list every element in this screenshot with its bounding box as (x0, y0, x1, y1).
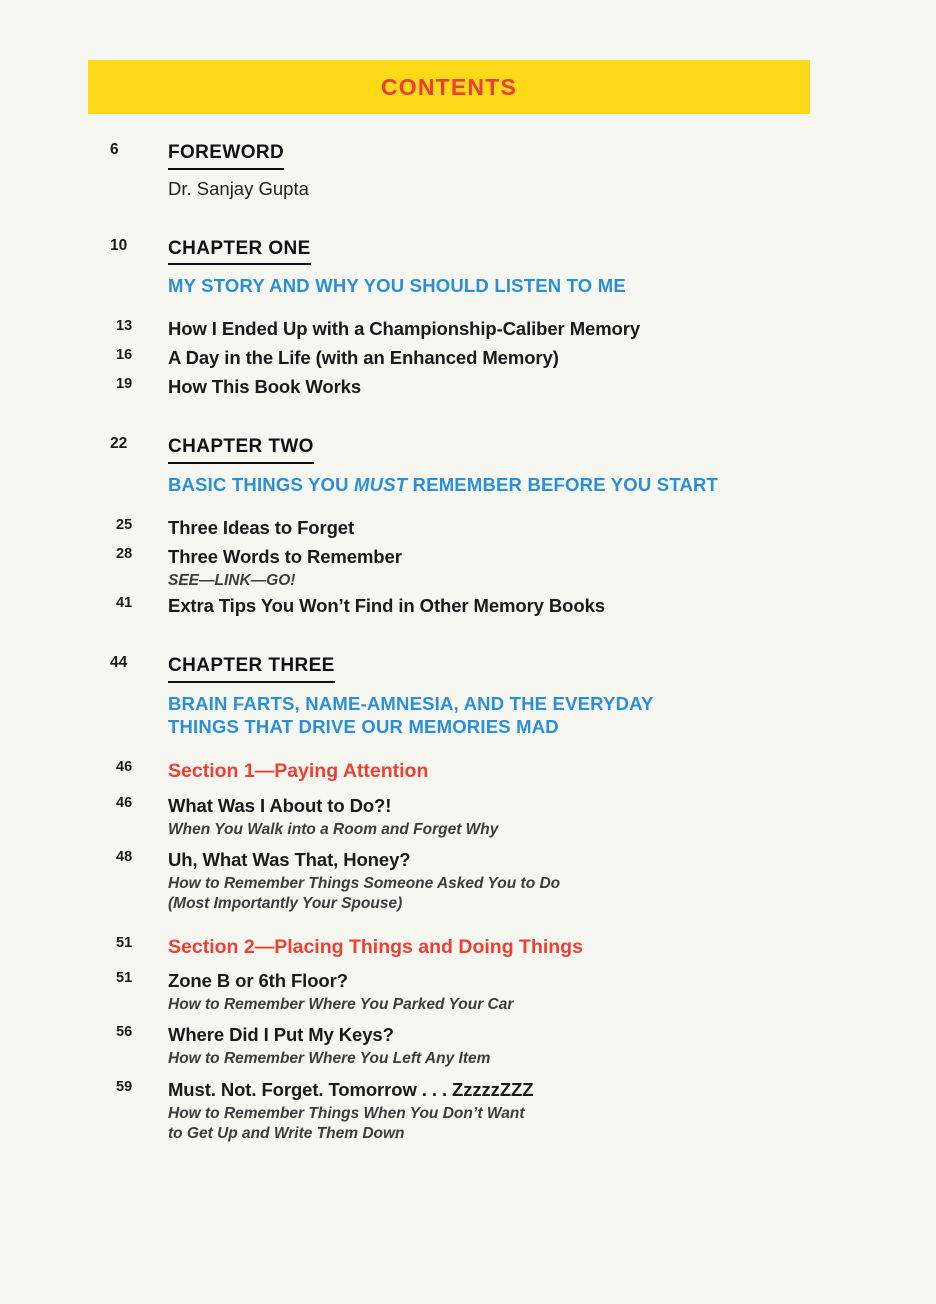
toc-subentry[interactable] (88, 969, 828, 1014)
entry-subtitle-line-1: How to Remember Things Someone Asked You to Do (168, 874, 561, 892)
foreword-author: Dr. Sanjay Gupta (168, 177, 309, 199)
toc-entry-foreword[interactable] (88, 140, 828, 202)
toc-subentry[interactable] (88, 594, 828, 619)
page-number: 51 (116, 934, 133, 951)
entry-title: Must. Not. Forget. Tomorrow . . . ZzzzzZZZ (168, 1078, 534, 1100)
section-title: Section 1—Paying Attention (168, 760, 429, 783)
entry-subtitle-line-2: (Most Importantly Your Spouse) (168, 895, 403, 913)
entry-title: How I Ended Up with a Championship-Caliber Memory (168, 318, 641, 340)
table-of-contents (88, 140, 828, 1143)
page-number: 6 (110, 141, 119, 158)
toc-subentry[interactable] (88, 848, 828, 914)
entry-title: Where Did I Put My Keys? (168, 1024, 394, 1046)
toc-subentry[interactable] (88, 1023, 828, 1068)
page-number: 48 (116, 848, 133, 865)
toc-subentry[interactable] (88, 516, 828, 541)
spacer (88, 496, 828, 516)
chapter-subtitle (168, 692, 828, 738)
entry-title: Three Ideas to Forget (168, 517, 355, 539)
toc-entry-chapter-one[interactable] (88, 236, 828, 298)
spacer (88, 400, 828, 434)
toc-subentry[interactable] (88, 794, 828, 839)
toc-subentry[interactable] (88, 545, 828, 590)
chapter-label: CHAPTER ONE (168, 236, 311, 266)
chapter-label: CHAPTER THREE (168, 653, 335, 683)
page-number: 46 (116, 794, 133, 811)
page-number: 19 (116, 376, 133, 393)
page-number: 28 (116, 546, 133, 563)
entry-title: What Was I About to Do?! (168, 794, 392, 816)
entry-title: A Day in the Life (with an Enhanced Memory) (168, 347, 559, 369)
entry-subtitle: How to Remember Where You Left Any Item (168, 1050, 491, 1068)
contents-banner (88, 60, 810, 114)
page-number: 46 (116, 759, 133, 776)
spacer (88, 202, 828, 236)
spacer (88, 738, 828, 758)
chapter-subtitle-line-1: BRAIN FARTS, NAME-AMNESIA, AND THE EVERYDAY (168, 692, 654, 714)
toc-subentry[interactable] (88, 375, 828, 400)
entry-title: Uh, What Was That, Honey? (168, 848, 411, 870)
toc-entry-chapter-three[interactable] (88, 653, 828, 738)
spacer (88, 297, 828, 317)
toc-section-heading[interactable] (88, 934, 828, 960)
page-number: 22 (110, 435, 128, 453)
page-number: 44 (110, 654, 128, 672)
chapter-subtitle (168, 473, 828, 496)
spacer (88, 785, 828, 794)
spacer (88, 1014, 828, 1023)
entry-subtitle-line-2: to Get Up and Write Them Down (168, 1124, 405, 1142)
foreword-title: FOREWORD (168, 140, 284, 170)
subtitle-part-1: BASIC THINGS YOU (168, 473, 355, 495)
entry-subtitle: SEE—LINK—GO! (168, 571, 296, 589)
contents-title: CONTENTS (380, 73, 518, 100)
chapter-label: CHAPTER TWO (168, 434, 314, 464)
subtitle-emphasis: MUST (354, 473, 408, 495)
page-number: 56 (116, 1024, 133, 1041)
page-number: 10 (110, 236, 128, 254)
spacer (88, 619, 828, 653)
page-number: 25 (116, 517, 133, 534)
spacer (88, 914, 828, 934)
entry-title: Zone B or 6th Floor? (168, 969, 348, 991)
entry-subtitle: When You Walk into a Room and Forget Why (168, 820, 499, 838)
page-number: 41 (116, 595, 133, 612)
spacer (88, 839, 828, 848)
section-title: Section 2—Placing Things and Doing Things (168, 935, 583, 958)
subtitle-part-2: REMEMBER BEFORE YOU START (407, 473, 719, 495)
toc-subentry[interactable] (88, 317, 828, 342)
entry-title: Three Words to Remember (168, 546, 402, 568)
page-number: 16 (116, 347, 133, 364)
toc-subentry[interactable] (88, 346, 828, 371)
toc-entry-chapter-two[interactable] (88, 434, 828, 496)
entry-subtitle-line-1: How to Remember Things When You Don’t Want (168, 1104, 525, 1122)
page-number: 13 (116, 318, 133, 335)
page-number: 59 (116, 1078, 133, 1095)
chapter-subtitle-line-2: THINGS THAT DRIVE OUR MEMORIES MAD (168, 716, 559, 738)
spacer (88, 1069, 828, 1078)
entry-subtitle: How to Remember Where You Parked Your Car (168, 995, 514, 1013)
entry-title: How This Book Works (168, 376, 362, 398)
toc-subentry[interactable] (88, 1078, 828, 1144)
spacer (88, 960, 828, 969)
toc-section-heading[interactable] (88, 758, 828, 784)
entry-title: Extra Tips You Won’t Find in Other Memory Books (168, 595, 605, 617)
page-number: 51 (116, 969, 133, 986)
chapter-subtitle: MY STORY AND WHY YOU SHOULD LISTEN TO ME (168, 275, 626, 297)
